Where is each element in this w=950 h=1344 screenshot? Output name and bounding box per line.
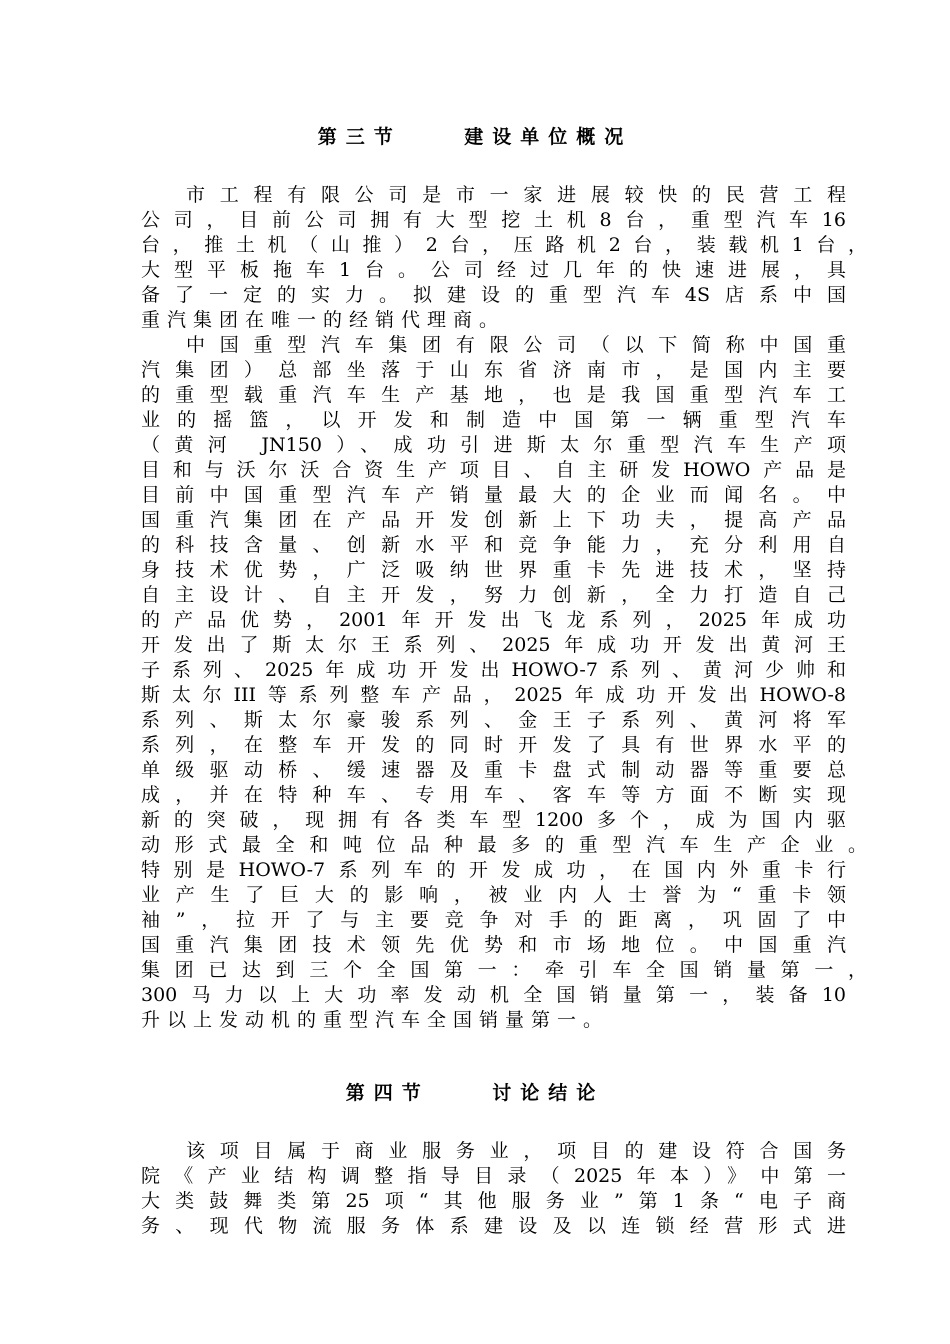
paragraph-line: 目和与沃尔沃合资生产项目、自主研发HOWO产品是 [141,459,846,481]
paragraph-line: 身技术优势，广泛吸纳世界重卡先进技术，坚持 [141,559,846,581]
paragraph-line: 斯太尔III等系列整车产品，2025年成功开发出HOWO-8 [141,684,846,706]
paragraph-line: 系列，在整车开发的同时开发了具有世界水平的 [141,734,846,756]
paragraph-line: 的重型载重汽车生产基地，也是我国重型汽车工 [141,384,846,406]
paragraph-line: 国重汽集团技术领先优势和市场地位。中国重汽 [141,934,846,956]
paragraph-line: 重汽集团在唯一的经销代理商。 [141,309,506,331]
paragraph-line: 子系列、2025年成功开发出HOWO-7系列、黄河少帅和 [141,659,846,681]
paragraph-line: 业产生了巨大的影响，被业内人士誉为“重卡领 [141,884,846,906]
paragraph-line: 汽集团）总部坐落于山东省济南市，是国内主要 [141,359,846,381]
paragraph-line: 成，并在特种车、专用车、客车等方面不断实现 [141,784,846,806]
paragraph-line: 大型平板拖车1台。公司经过几年的快速进展，具 [141,259,846,281]
paragraph-line: 业的摇篮，以开发和制造中国第一辆重型汽车 [141,409,846,431]
paragraph-line: 大类鼓舞类第25项“其他服务业”第1条“电子商 [141,1190,846,1212]
paragraph-line: （黄河 JN150）、成功引进斯太尔重型汽车生产项 [141,434,846,456]
paragraph-line: 的产品优势，2001年开发出飞龙系列，2025年成功 [141,609,846,631]
paragraph-line: 单级驱动桥、缓速器及重卡盘式制动器等重要总 [141,759,846,781]
paragraph-line: 开发出了斯太尔王系列、2025年成功开发出黄河王 [141,634,846,656]
paragraph-line: 该项目属于商业服务业，项目的建设符合国务 [186,1140,846,1162]
paragraph-line: 升以上发动机的重型汽车全国销量第一。 [141,1009,610,1031]
section-heading: 第三节 建设单位概况 [317,126,633,148]
paragraph-line: 特别是HOWO-7系列车的开发成功，在国内外重卡行 [141,859,846,881]
paragraph-line: 300马力以上大功率发动机全国销量第一，装备10 [141,984,846,1006]
paragraph-line: 系列、斯太尔豪骏系列、金王子系列、黄河将军 [141,709,846,731]
paragraph-line: 院《产业结构调整指导目录（2025年本）》中第一 [141,1165,846,1187]
paragraph-line: 务、现代物流服务体系建设及以连锁经营形式进 [141,1215,846,1237]
section-heading: 第四节 讨论结论 [345,1082,605,1104]
paragraph-line: 备了一定的实力。拟建设的重型汽车4S店系中国 [141,284,846,306]
paragraph-line: 袖”，拉开了与主要竞争对手的距离，巩固了中 [141,909,846,931]
paragraph-line: 动形式最全和吨位品种最多的重型汽车生产企业。 [141,834,867,856]
paragraph-line: 集团已达到三个全国第一：牵引车全国销量第一， [141,959,867,981]
paragraph-line: 的科技含量、创新水平和竞争能力，充分利用自 [141,534,846,556]
paragraph-line: 国重汽集团在产品开发创新上下功夫，提高产品 [141,509,846,531]
paragraph-line: 目前中国重型汽车产销量最大的企业而闻名。中 [141,484,846,506]
paragraph-line: 市工程有限公司是市一家进展较快的民营工程 [186,184,846,206]
paragraph-line: 公司，目前公司拥有大型挖土机8台，重型汽车16 [141,209,846,231]
paragraph-line: 中国重型汽车集团有限公司（以下简称中国重 [186,334,846,356]
paragraph-line: 台，推土机（山推）2台，压路机2台，装载机1台， [141,234,867,256]
paragraph-line: 自主设计、自主开发，努力创新，全力打造自己 [141,584,846,606]
paragraph-line: 新的突破，现拥有各类车型1200多个，成为国内驱 [141,809,846,831]
